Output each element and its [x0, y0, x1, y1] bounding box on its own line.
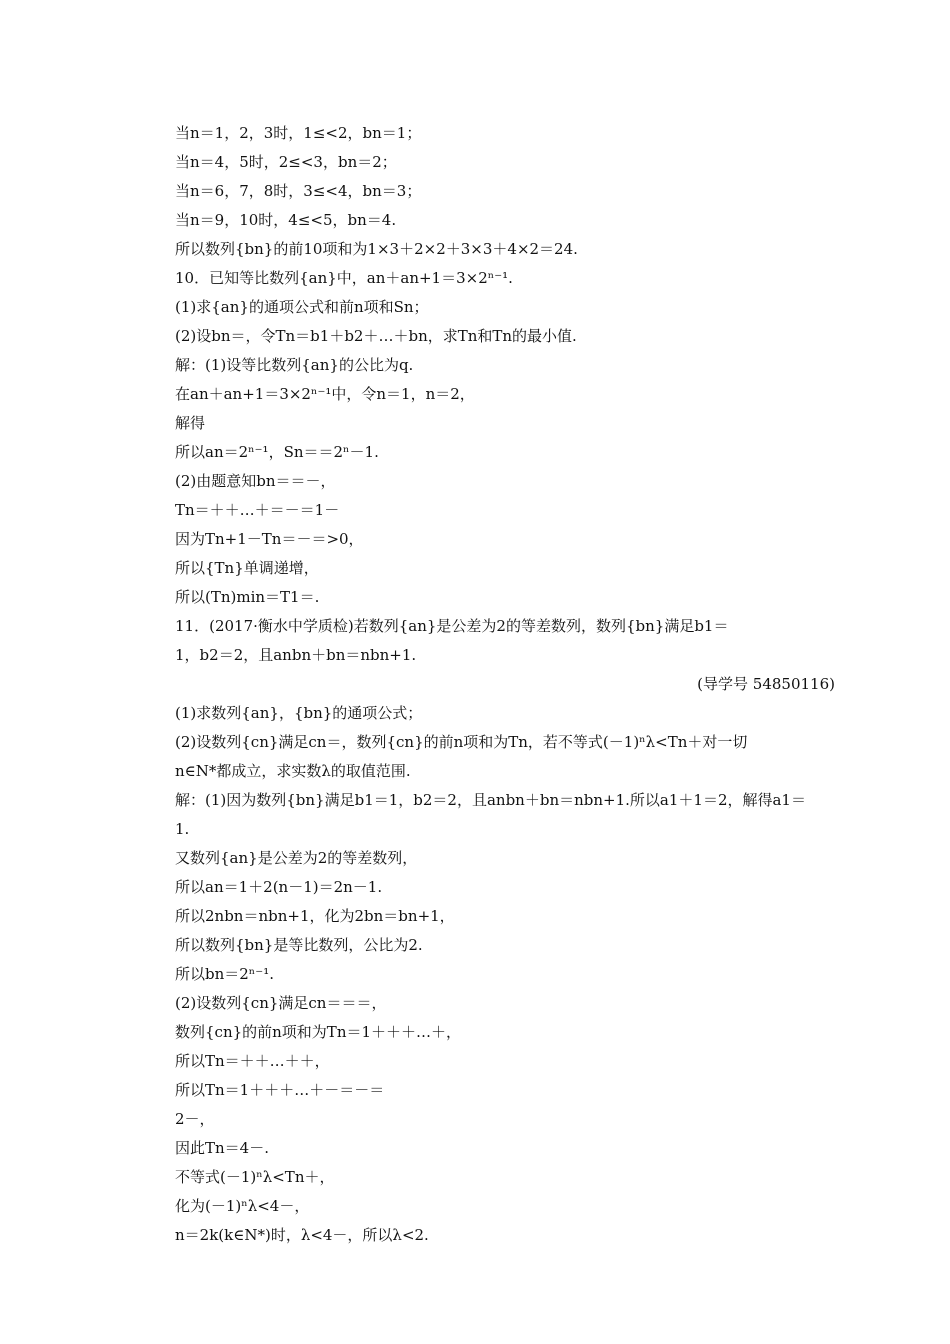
text-line: 所以数列{bn}的前10项和为1×3＋2×2＋3×3＋4×2＝24.: [175, 240, 578, 258]
reference-number: (导学号 54850116): [697, 675, 835, 693]
text-line: 当n＝9，10时，4≤<5，bn＝4.: [175, 211, 397, 229]
text-line: 数列{cn}的前n项和为Tn＝1＋＋＋…＋，: [175, 1023, 462, 1041]
text-line: 解得: [175, 414, 206, 432]
text-line: (1)求{an}的通项公式和前n项和Sn；: [175, 298, 429, 316]
text-line: 1，b2＝2，且anbn＋bn＝nbn+1.: [175, 646, 417, 664]
text-line: 当n＝6，7，8时，3≤<4，bn＝3；: [175, 182, 422, 200]
text-line: 在an＋an+1＝3×2ⁿ⁻¹中，令n＝1，n＝2，: [175, 385, 475, 403]
document-body: [175, 119, 835, 1250]
solution-label: 解：(1)因为数列{bn}满足b1＝1，b2＝2，且anbn＋bn＝nbn+1.所以a1＋1＝2，解得a1＝: [175, 791, 806, 809]
text-line: n∈N*都成立，求实数λ的取值范围.: [175, 762, 411, 780]
text-line: (1)求数列{an}，{bn}的通项公式；: [175, 704, 423, 722]
text-line: 2－，: [175, 1110, 215, 1128]
text-line: 因为Tn+1－Tn＝－＝>0，: [175, 530, 364, 548]
problem-11-heading: 11．(2017·衡水中学质检)若数列{an}是公差为2的等差数列，数列{bn}满足b1＝: [175, 617, 729, 635]
text-line: 当n＝4，5时，2≤<3，bn＝2；: [175, 153, 397, 171]
text-line: (2)设数列{cn}满足cn＝，数列{cn}的前n项和为Tn，若不等式(－1)ⁿλ<Tn＋对一切: [175, 733, 748, 751]
text-line: 1.: [175, 820, 190, 838]
text-line: (2)设数列{cn}满足cn＝＝＝，: [175, 994, 387, 1012]
text-line: 不等式(－1)ⁿλ<Tn＋，: [175, 1168, 335, 1186]
text-line: 所以bn＝2ⁿ⁻¹.: [175, 965, 274, 983]
text-line: 又数列{an}是公差为2的等差数列，: [175, 849, 418, 867]
text-line: 当n＝1，2，3时，1≤<2，bn＝1；: [175, 124, 422, 142]
text-line: (2)由题意知bn＝＝－，: [175, 472, 336, 490]
text-line: Tn＝＋＋…＋＝－＝1－: [175, 501, 340, 519]
text-line: n＝2k(k∈N*)时，λ<4－，所以λ<2.: [175, 1226, 429, 1244]
text-line: 所以an＝1＋2(n－1)＝2n－1.: [175, 878, 383, 896]
text-line: 所以2nbn＝nbn+1，化为2bn＝bn+1，: [175, 907, 455, 925]
problem-10-heading: 10．已知等比数列{an}中，an＋an+1＝3×2ⁿ⁻¹.: [175, 269, 513, 287]
text-line: 所以{Tn}单调递增，: [175, 559, 319, 577]
text-line: 所以Tn＝1＋＋＋…＋－＝－＝: [175, 1081, 385, 1099]
text-line: 化为(－1)ⁿλ<4－，: [175, 1197, 310, 1215]
text-line: 所以数列{bn}是等比数列，公比为2.: [175, 936, 423, 954]
text-line: 因此Tn＝4－.: [175, 1139, 269, 1157]
text-line: 所以Tn＝＋＋…＋＋，: [175, 1052, 330, 1070]
text-line: 所以an＝2ⁿ⁻¹，Sn＝＝2ⁿ－1.: [175, 443, 379, 461]
text-line: 所以(Tn)min＝T1＝.: [175, 588, 320, 606]
solution-label: 解：(1)设等比数列{an}的公比为q.: [175, 356, 414, 374]
text-line: (2)设bn＝，令Tn＝b1＋b2＋…＋bn，求Tn和Tn的最小值.: [175, 327, 577, 345]
